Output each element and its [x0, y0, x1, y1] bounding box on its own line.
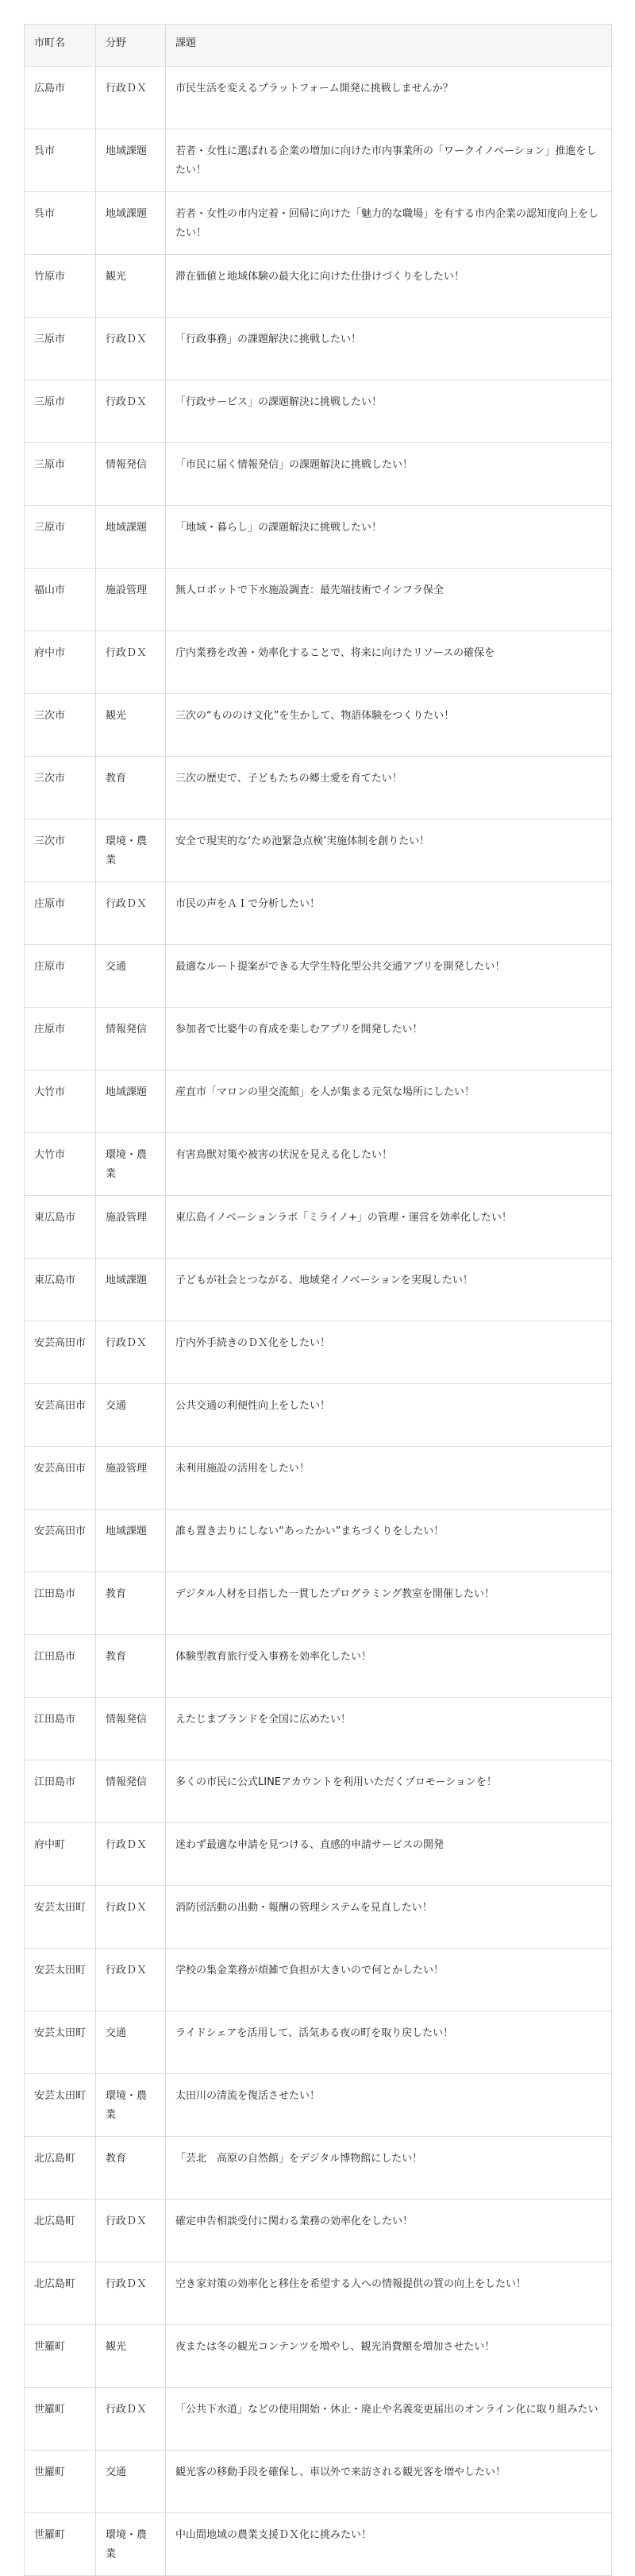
cell-municipality: 江田島市 [25, 1698, 96, 1760]
cell-field: 環境・農業 [96, 819, 166, 882]
table-row [25, 443, 612, 506]
cell-issue: 公共交通の利便性向上をしたい！ [166, 1384, 612, 1447]
table-row [25, 1447, 612, 1510]
table-row [25, 819, 612, 882]
cell-issue: えたじまブランドを全国に広めたい！ [166, 1698, 612, 1760]
header-row [25, 25, 612, 67]
cell-issue: デジタル人材を目指した一貫したプログラミング教室を開催したい！ [166, 1572, 612, 1635]
cell-issue: 市民生活を変えるプラットフォーム開発に挑戦しませんか？ [166, 67, 612, 129]
cell-issue: 多くの市民に公式LINEアカウントを利用いただくプロモーションを！ [166, 1760, 612, 1823]
header-field: 分野 [96, 25, 166, 67]
table-row [25, 1259, 612, 1321]
table-container [24, 24, 611, 2576]
cell-field: 行政ＤＸ [96, 2200, 166, 2262]
cell-municipality: 東広島市 [25, 1196, 96, 1259]
cell-issue: 消防団活動の出動・報酬の管理システムを見直したい！ [166, 1886, 612, 1949]
cell-municipality: 世羅町 [25, 2325, 96, 2388]
table-row [25, 129, 612, 192]
cell-municipality: 安芸太田町 [25, 2074, 96, 2137]
cell-municipality: 竹原市 [25, 255, 96, 318]
cell-issue: 参加者で比婆牛の育成を楽しむアプリを開発したい！ [166, 1008, 612, 1070]
cell-issue: 庁内外手続きのＤＸ化をしたい！ [166, 1321, 612, 1384]
cell-issue: 夜または冬の観光コンテンツを増やし、観光消費額を増加させたい！ [166, 2325, 612, 2388]
cell-issue: 滞在価値と地域体験の最大化に向けた仕掛けづくりをしたい！ [166, 255, 612, 318]
table-row [25, 1510, 612, 1572]
cell-municipality: 府中町 [25, 1823, 96, 1886]
cell-field: 行政ＤＸ [96, 380, 166, 443]
cell-field: 行政ＤＸ [96, 1886, 166, 1949]
cell-issue: 体験型教育旅行受入事務を効率化したい！ [166, 1635, 612, 1698]
cell-issue: 中山間地域の農業支援ＤＸ化に挑みたい！ [166, 2513, 612, 2576]
table-row [25, 1698, 612, 1760]
table-row [25, 1196, 612, 1259]
cell-issue: 三次の歴史で、子どもたちの郷土愛を育てたい！ [166, 757, 612, 819]
cell-field: 行政ＤＸ [96, 631, 166, 694]
cell-issue: 市民の声をＡＩで分析したい！ [166, 882, 612, 945]
table-row [25, 1070, 612, 1133]
cell-issue: 若者・女性の市内定着・回帰に向けた「魅力的な職場」を有する市内企業の認知度向上をしたい！ [166, 192, 612, 255]
cell-field: 地域課題 [96, 1259, 166, 1321]
cell-issue: 「行政事務」の課題解決に挑戦したい！ [166, 318, 612, 380]
table-row [25, 694, 612, 757]
cell-field: 行政ＤＸ [96, 2262, 166, 2325]
cell-field: 地域課題 [96, 1510, 166, 1572]
table-row [25, 2513, 612, 2576]
cell-field: 行政ＤＸ [96, 1823, 166, 1886]
table-row [25, 2451, 612, 2513]
cell-field: 交通 [96, 2451, 166, 2513]
cell-field: 地域課題 [96, 192, 166, 255]
table-row [25, 2262, 612, 2325]
cell-issue: 確定申告相談受付に関わる業務の効率化をしたい！ [166, 2200, 612, 2262]
cell-municipality: 三原市 [25, 318, 96, 380]
cell-issue: 学校の集金業務が煩雑で負担が大きいので何とかしたい！ [166, 1949, 612, 2011]
table-row [25, 945, 612, 1008]
cell-issue: 空き家対策の効率化と移住を希望する人への情報提供の質の向上をしたい！ [166, 2262, 612, 2325]
cell-field: 行政ＤＸ [96, 1949, 166, 2011]
cell-field: 教育 [96, 1572, 166, 1635]
cell-field: 行政ＤＸ [96, 882, 166, 945]
table-row [25, 569, 612, 631]
cell-municipality: 安芸太田町 [25, 2011, 96, 2074]
table-row [25, 2200, 612, 2262]
table-header [25, 25, 612, 67]
cell-field: 観光 [96, 255, 166, 318]
table-row [25, 882, 612, 945]
cell-municipality: 安芸太田町 [25, 1949, 96, 2011]
table-row [25, 1760, 612, 1823]
cell-field: 地域課題 [96, 506, 166, 569]
cell-field: 情報発信 [96, 1698, 166, 1760]
cell-municipality: 安芸高田市 [25, 1384, 96, 1447]
header-issue: 課題 [166, 25, 612, 67]
table-body [25, 67, 612, 2576]
cell-field: 行政ＤＸ [96, 318, 166, 380]
cell-issue: 無人ロボットで下水施設調査：最先端技術でインフラ保全 [166, 569, 612, 631]
cell-issue: 「行政サービス」の課題解決に挑戦したい！ [166, 380, 612, 443]
cell-field: 交通 [96, 2011, 166, 2074]
cell-issue: 「公共下水道」などの使用開始・休止・廃止や名義変更届出のオンライン化に取り組みたい [166, 2388, 612, 2451]
cell-issue: 若者・女性に選ばれる企業の増加に向けた市内事業所の「ワークイノベーション」推進をしたい！ [166, 129, 612, 192]
table-row [25, 2011, 612, 2074]
cell-issue: 未利用施設の活用をしたい！ [166, 1447, 612, 1510]
cell-municipality: 三原市 [25, 380, 96, 443]
table-row [25, 757, 612, 819]
cell-municipality: 北広島町 [25, 2137, 96, 2200]
cell-field: 教育 [96, 1635, 166, 1698]
table-row [25, 1823, 612, 1886]
table-row [25, 1133, 612, 1196]
table-row [25, 2137, 612, 2200]
cell-field: 環境・農業 [96, 2513, 166, 2576]
cell-municipality: 安芸高田市 [25, 1447, 96, 1510]
cell-municipality: 三原市 [25, 443, 96, 506]
cell-field: 行政ＤＸ [96, 2388, 166, 2451]
cell-municipality: 広島市 [25, 67, 96, 129]
cell-field: 情報発信 [96, 1008, 166, 1070]
cell-field: 情報発信 [96, 1760, 166, 1823]
cell-municipality: 呉市 [25, 129, 96, 192]
table-row [25, 2388, 612, 2451]
cell-field: 施設管理 [96, 1447, 166, 1510]
cell-issue: 東広島イノベーションラボ「ミライノ+」の管理・運営を効率化したい！ [166, 1196, 612, 1259]
cell-issue: ライドシェアを活用して、活気ある夜の町を取り戻したい！ [166, 2011, 612, 2074]
cell-municipality: 北広島町 [25, 2262, 96, 2325]
table-row [25, 1008, 612, 1070]
cell-field: 情報発信 [96, 443, 166, 506]
cell-municipality: 安芸高田市 [25, 1321, 96, 1384]
cell-municipality: 江田島市 [25, 1760, 96, 1823]
table-row [25, 1886, 612, 1949]
cell-field: 環境・農業 [96, 1133, 166, 1196]
cell-municipality: 呉市 [25, 192, 96, 255]
cell-municipality: 江田島市 [25, 1635, 96, 1698]
cell-municipality: 府中市 [25, 631, 96, 694]
cell-municipality: 庄原市 [25, 882, 96, 945]
table-row [25, 1572, 612, 1635]
cell-municipality: 世羅町 [25, 2513, 96, 2576]
cell-field: 施設管理 [96, 1196, 166, 1259]
cell-municipality: 大竹市 [25, 1070, 96, 1133]
cell-issue: 最適なルート提案ができる大学生特化型公共交通アプリを開発したい！ [166, 945, 612, 1008]
table-row [25, 380, 612, 443]
cell-issue: 産直市「マロンの里交流館」を人が集まる元気な場所にしたい！ [166, 1070, 612, 1133]
cell-field: 行政ＤＸ [96, 1321, 166, 1384]
table-row [25, 1635, 612, 1698]
table-row [25, 2074, 612, 2137]
cell-issue: 有害鳥獣対策や被害の状況を見える化したい！ [166, 1133, 612, 1196]
table-row [25, 192, 612, 255]
cell-field: 観光 [96, 2325, 166, 2388]
table-row [25, 2325, 612, 2388]
table-row [25, 255, 612, 318]
cell-issue: 庁内業務を改善・効率化することで、将来に向けたリソースの確保を [166, 631, 612, 694]
cell-municipality: 庄原市 [25, 945, 96, 1008]
cell-issue: 「地域・暮らし」の課題解決に挑戦したい！ [166, 506, 612, 569]
cell-field: 観光 [96, 694, 166, 757]
cell-municipality: 三次市 [25, 819, 96, 882]
cell-municipality: 庄原市 [25, 1008, 96, 1070]
cell-municipality: 三次市 [25, 757, 96, 819]
cell-field: 施設管理 [96, 569, 166, 631]
table-row [25, 67, 612, 129]
table-row [25, 1949, 612, 2011]
cell-field: 行政ＤＸ [96, 67, 166, 129]
cell-issue: 太田川の清流を復活させたい！ [166, 2074, 612, 2137]
cell-field: 交通 [96, 1384, 166, 1447]
cell-field: 教育 [96, 2137, 166, 2200]
header-municipality: 市町名 [25, 25, 96, 67]
table-row [25, 1384, 612, 1447]
cell-municipality: 三次市 [25, 694, 96, 757]
table-row [25, 506, 612, 569]
cell-issue: 安全で現実的な‘ため池緊急点検’実施体制を創りたい！ [166, 819, 612, 882]
cell-issue: 迷わず最適な申請を見つける、直感的申請サービスの開発 [166, 1823, 612, 1886]
table-row [25, 318, 612, 380]
cell-issue: 子どもが社会とつながる、地域発イノベーションを実現したい！ [166, 1259, 612, 1321]
cell-issue: 観光客の移動手段を確保し、車以外で来訪される観光客を増やしたい！ [166, 2451, 612, 2513]
cell-municipality: 北広島町 [25, 2200, 96, 2262]
cell-municipality: 大竹市 [25, 1133, 96, 1196]
cell-field: 地域課題 [96, 1070, 166, 1133]
cell-municipality: 三原市 [25, 506, 96, 569]
cell-field: 環境・農業 [96, 2074, 166, 2137]
cell-municipality: 東広島市 [25, 1259, 96, 1321]
issues-table [24, 24, 612, 2576]
cell-issue: 「市民に届く情報発信」の課題解決に挑戦したい！ [166, 443, 612, 506]
cell-municipality: 世羅町 [25, 2451, 96, 2513]
cell-municipality: 安芸太田町 [25, 1886, 96, 1949]
cell-field: 地域課題 [96, 129, 166, 192]
cell-issue: 「芸北 高原の自然館」をデジタル博物館にしたい！ [166, 2137, 612, 2200]
cell-issue: 誰も置き去りにしない“あったかい”まちづくりをしたい！ [166, 1510, 612, 1572]
cell-field: 交通 [96, 945, 166, 1008]
cell-municipality: 世羅町 [25, 2388, 96, 2451]
cell-field: 教育 [96, 757, 166, 819]
cell-municipality: 江田島市 [25, 1572, 96, 1635]
cell-issue: 三次の“もののけ文化”を生かして、物語体験をつくりたい！ [166, 694, 612, 757]
cell-municipality: 安芸高田市 [25, 1510, 96, 1572]
cell-municipality: 福山市 [25, 569, 96, 631]
table-row [25, 1321, 612, 1384]
table-row [25, 631, 612, 694]
